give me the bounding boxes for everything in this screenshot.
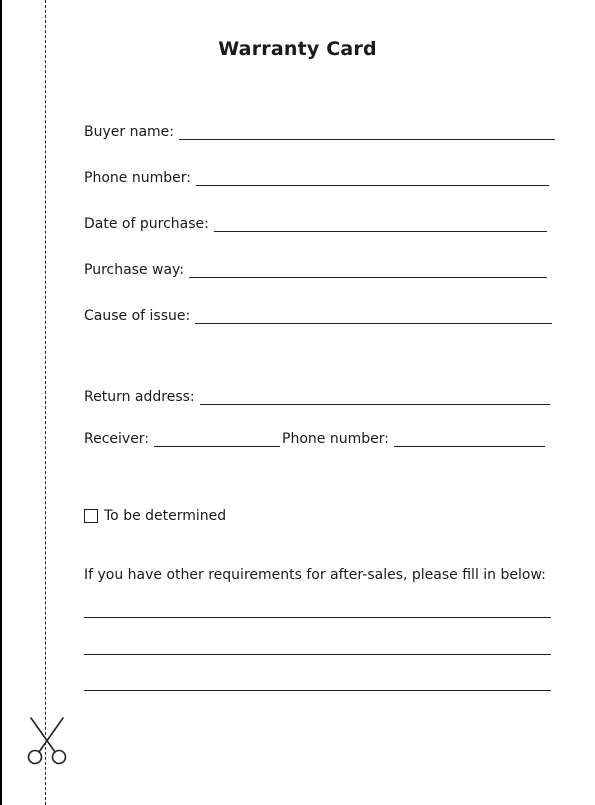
receiver-phone-label: Phone number: — [282, 431, 389, 447]
return-address-line[interactable] — [200, 390, 550, 405]
receiver-label: Receiver: — [84, 431, 150, 447]
buyer-name-label: Buyer name: — [84, 124, 175, 140]
cause-of-issue-label: Cause of issue: — [84, 308, 191, 324]
phone-number-label: Phone number: — [84, 170, 191, 186]
requirements-line[interactable] — [84, 617, 551, 618]
buyer-name-field[interactable] — [84, 124, 555, 140]
date-of-purchase-field[interactable] — [84, 216, 547, 232]
phone-number-field[interactable] — [84, 170, 549, 186]
requirements-line[interactable] — [84, 654, 551, 655]
buyer-name-line[interactable] — [179, 125, 555, 140]
to-be-determined-option[interactable] — [84, 508, 226, 524]
purchase-way-field[interactable] — [84, 262, 547, 278]
return-address-field[interactable] — [84, 389, 550, 405]
receiver-line[interactable] — [154, 432, 280, 447]
after-sales-note: If you have other requirements for after-sales, please fill in below: — [84, 567, 546, 583]
purchase-way-label: Purchase way: — [84, 262, 185, 278]
purchase-way-line[interactable] — [189, 263, 547, 278]
page-left-border — [0, 0, 2, 805]
scissors-icon — [24, 716, 70, 766]
cause-of-issue-field[interactable] — [84, 308, 552, 324]
date-of-purchase-label: Date of purchase: — [84, 216, 209, 232]
return-address-label: Return address: — [84, 389, 195, 405]
to-be-determined-checkbox[interactable] — [84, 509, 98, 523]
page-title: Warranty Card — [218, 38, 377, 60]
date-of-purchase-line[interactable] — [214, 217, 547, 232]
to-be-determined-label: To be determined — [104, 508, 227, 524]
cut-dashed-line — [45, 0, 46, 805]
receiver-field[interactable] — [84, 431, 545, 447]
cause-of-issue-line[interactable] — [195, 309, 552, 324]
phone-number-line[interactable] — [196, 171, 549, 186]
requirements-line[interactable] — [84, 690, 551, 691]
receiver-phone-line[interactable] — [394, 432, 545, 447]
